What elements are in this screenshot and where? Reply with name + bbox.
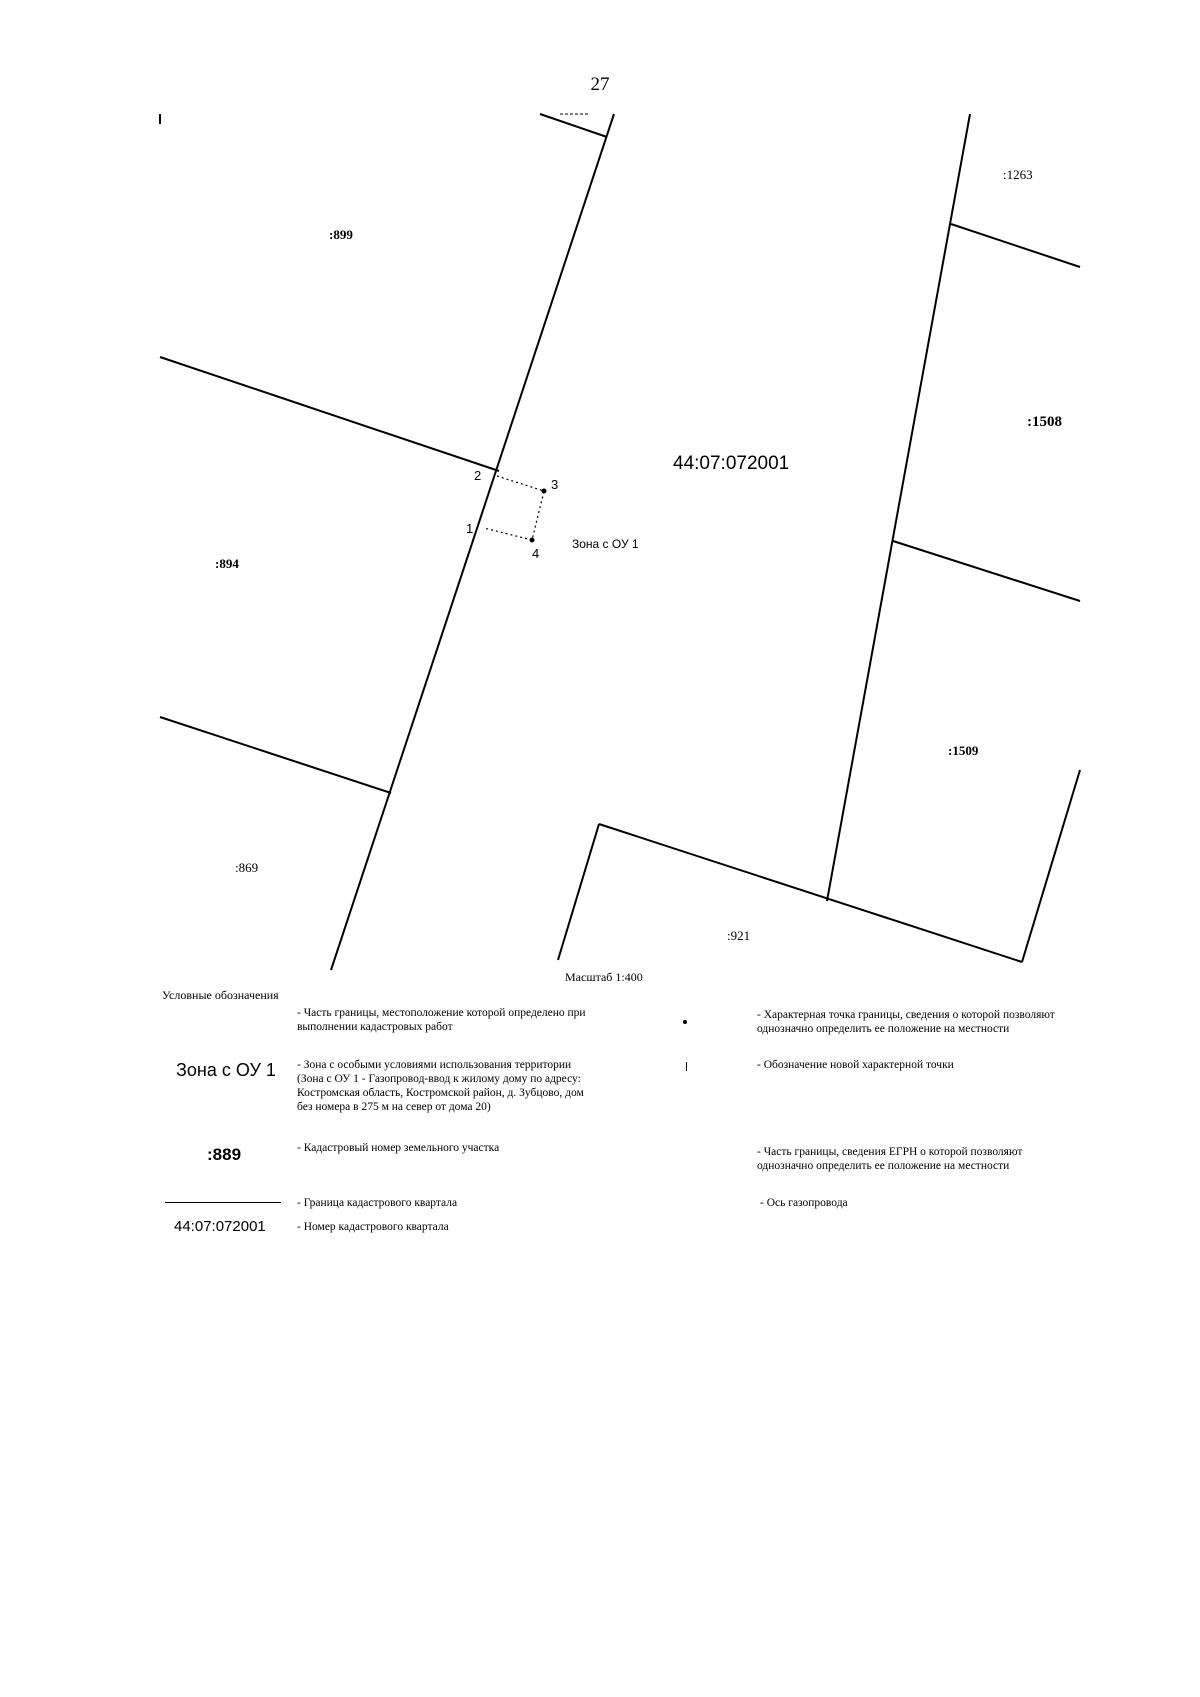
boundary-line-899-894 bbox=[160, 357, 499, 471]
parcel-label-894: :894 bbox=[215, 556, 239, 571]
parcel-label-921: :921 bbox=[727, 928, 751, 943]
point-label-4: 4 bbox=[532, 546, 540, 561]
legend-zone-symbol: Зона с ОУ 1 bbox=[176, 1060, 276, 1080]
quarter-number-label: 44:07:072001 bbox=[673, 453, 790, 474]
boundary-line-921-top bbox=[599, 824, 1022, 962]
point-label-2: 2 bbox=[474, 468, 482, 483]
legend-boundary-work-text: - Часть границы, местоположение которой определено при выполнении кадастровых работ bbox=[297, 1007, 586, 1033]
zone-point-3 bbox=[542, 489, 547, 494]
legend-parcel-symbol: :889 bbox=[207, 1145, 242, 1164]
boundary-line-right-vertical bbox=[827, 114, 970, 901]
point-label-1: 1 bbox=[466, 521, 474, 536]
parcel-label-869: :869 bbox=[235, 860, 259, 875]
legend-zone-text: - Зона с особыми условиями использования территории (Зона с ОУ 1 - Газопровод-ввод к жилому дому по адресу: Костромская область, Костромской район, д. Зубцово, дом без номера в 275 м на север от дома 20) bbox=[297, 1059, 584, 1113]
legend-quarter-symbol: 44:07:072001 bbox=[174, 1218, 266, 1235]
boundary-line-1509-right bbox=[1022, 770, 1080, 962]
legend-char-point-dot bbox=[683, 1020, 687, 1024]
scale-text: Масштаб 1:400 bbox=[565, 970, 643, 984]
parcel-label-1508: :1508 bbox=[1027, 414, 1062, 430]
boundary-line-1508-1509 bbox=[893, 541, 1080, 601]
legend-quarter-boundary-line bbox=[165, 1202, 281, 1203]
legend-title: Условные обозначения bbox=[162, 988, 279, 1002]
legend-parcel-text: - Кадастровый номер земельного участка bbox=[297, 1142, 500, 1154]
legend-gas-axis-text: - Ось газопровода bbox=[760, 1197, 848, 1209]
boundary-line-921-left bbox=[558, 824, 599, 960]
zone-point-4 bbox=[530, 538, 535, 543]
legend-quarter-boundary-text: - Граница кадастрового квартала bbox=[297, 1197, 458, 1209]
legend-new-point-symbol-mark bbox=[686, 1062, 687, 1071]
zone-polygon bbox=[484, 476, 544, 540]
parcel-label-1263: :1263 bbox=[1003, 167, 1033, 182]
zone-map-label: Зона с ОУ 1 bbox=[572, 537, 639, 551]
legend-new-point-text: - Обозначение новой характерной точки bbox=[757, 1059, 954, 1071]
boundary-line-899-top bbox=[540, 114, 607, 137]
legend-char-point-text: - Характерная точка границы, сведения о которой позволяют однозначно определить ее положение на местности bbox=[757, 1009, 1055, 1035]
legend-egrn-boundary-text: - Часть границы, сведения ЕГРН о которой позволяют однозначно определить ее положение на местности bbox=[757, 1146, 1023, 1172]
parcel-label-1509: :1509 bbox=[948, 743, 979, 758]
legend-quarter-number-text: - Номер кадастрового квартала bbox=[297, 1221, 449, 1233]
boundary-line-1263-1508 bbox=[951, 224, 1080, 267]
page-number: 27 bbox=[590, 74, 610, 95]
boundary-line-894-869 bbox=[160, 717, 391, 793]
point-label-3: 3 bbox=[551, 477, 559, 492]
parcel-label-899: :899 bbox=[329, 227, 353, 242]
